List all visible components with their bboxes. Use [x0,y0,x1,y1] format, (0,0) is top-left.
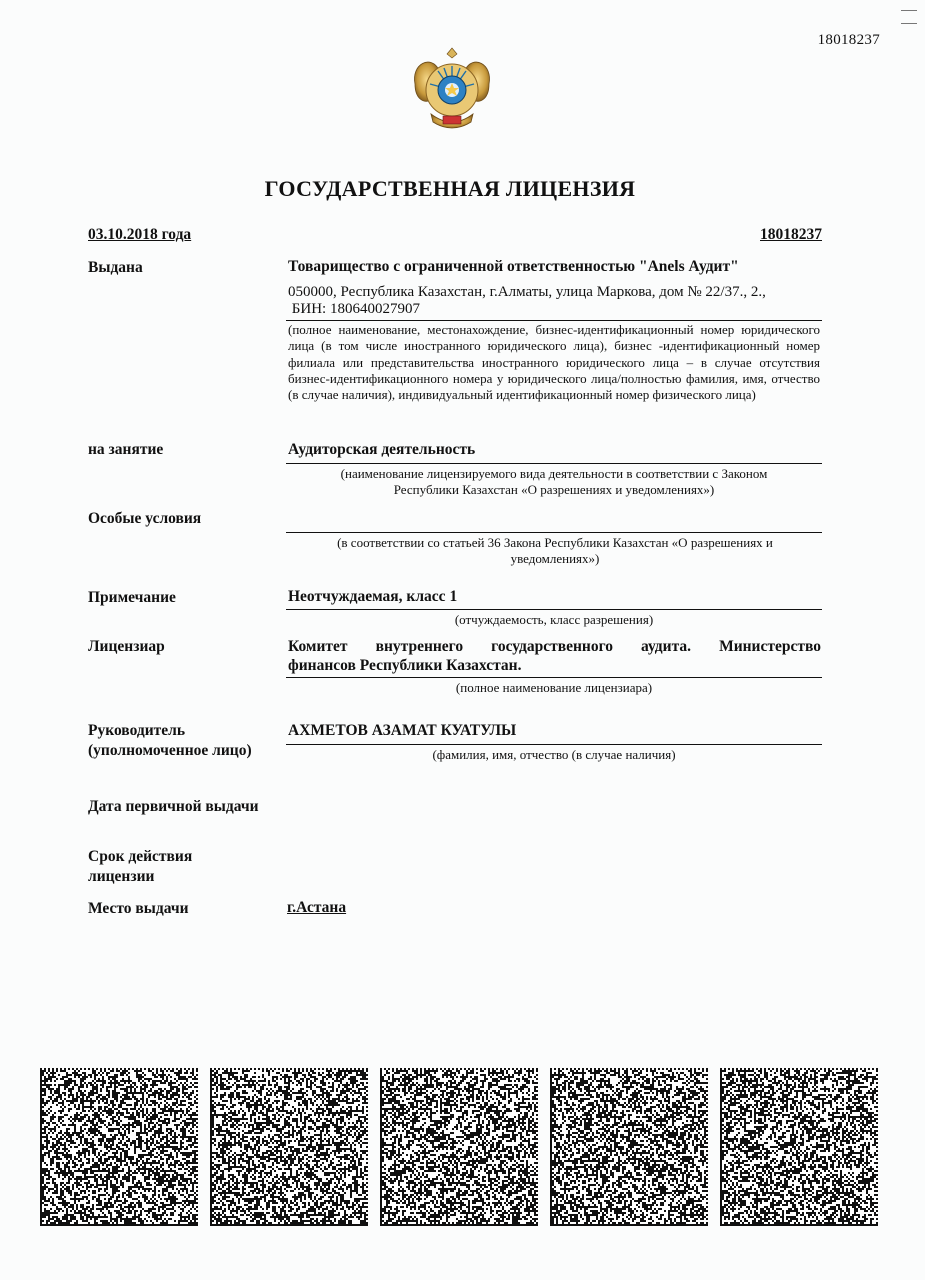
licensor-label: Лицензиар [88,638,165,655]
issued-label: Выдана [88,259,143,276]
document-number: 18018237 [760,226,822,243]
licensor-caption: (полное наименование лицензиара) [455,680,653,695]
qr-code-1 [40,1068,198,1226]
issued-caption: (полное наименование, местонахождение, бизнес-идентификационный номер юридического лица (в том числе иностранного юридического лица), бизнес -идентификационный номер филиала или представительства иностранного юридического лица – в случае отсутствия бизнес-идентификационного номера у юридического лица/полностью фамилия, имя, отчество (в случае наличия), индивидуальный идентификационный номер физического лица) [288,322,820,403]
activity-value: Аудиторская деятельность [288,441,476,458]
special-conditions-underline [286,532,822,533]
activity-caption-line2: Республики Казахстан «О разрешениях и уведомлениях») [393,482,715,497]
place-label: Место выдачи [88,900,189,917]
qr-code-4 [550,1068,708,1226]
note-value: Неотчуждаемая, класс 1 [288,588,458,605]
validity-label-line2: лицензии [88,868,155,885]
special-conditions-label: Особые условия [88,510,202,527]
qr-code-2 [210,1068,368,1226]
activity-label: на занятие [88,441,164,458]
licensor-underline [286,677,822,678]
head-value: АХМЕТОВ АЗАМАТ КУАТУЛЫ [288,722,517,739]
document-title: ГОСУДАРСТВЕННАЯ ЛИЦЕНЗИЯ [264,176,636,201]
licensor-value-line1: Комитет внутреннего государственного аудита. Министерство [288,638,821,655]
special-caption-line1: (в соответствии со статьей 36 Закона Республики Казахстан «О разрешениях и [337,535,773,550]
issue-date: 03.10.2018 года [88,226,192,243]
licensee-name: Товарищество с ограниченной ответственностью "Anels Аудит" [288,258,739,275]
activity-caption-line1: (наименование лицензируемого вида деятельности в соответствии с Законом [340,466,768,481]
issued-underline [286,320,822,321]
document-number-top: 18018237 [817,32,880,48]
activity-underline [286,463,822,464]
qr-code-3 [380,1068,538,1226]
head-underline [286,744,822,745]
head-label-line2: (уполномоченное лицо) [88,742,252,759]
note-underline [286,609,822,610]
qr-code-row [40,1068,878,1226]
note-caption: (отчуждаемость, класс разрешения) [454,612,654,627]
head-label-line1: Руководитель [88,722,186,739]
licensor-value-line2: финансов Республики Казахстан. [288,657,522,674]
place-value: г.Астана [287,899,347,916]
kazakhstan-state-emblem-icon [405,44,499,138]
licensee-address-line1: 050000, Республика Казахстан, г.Алматы, улица Маркова, дом № 22/37., 2., [288,284,766,300]
validity-label-line1: Срок действия [88,848,193,865]
first-issue-label: Дата первичной выдачи [88,798,259,815]
licensee-address-line2: БИН: 180640027907 [288,301,420,317]
corner-mark [901,10,917,24]
note-label: Примечание [88,589,176,606]
special-caption-line2: уведомлениях») [510,551,600,566]
qr-code-5 [720,1068,878,1226]
head-caption: (фамилия, имя, отчество (в случае наличия) [432,747,676,762]
